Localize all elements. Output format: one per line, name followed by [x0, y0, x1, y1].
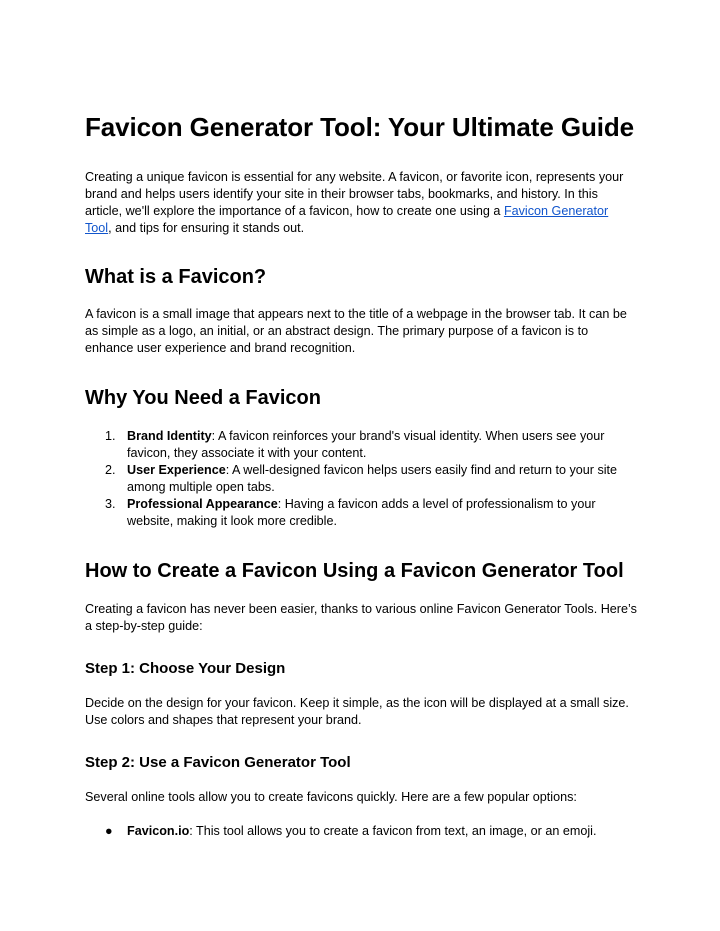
list-item-term: User Experience [127, 463, 226, 477]
how-to-create-heading: How to Create a Favicon Using a Favicon Generator Tool [85, 560, 624, 582]
list-item-text: : This tool allows you to create a favicon from text, an image, or an emoji. [189, 824, 597, 838]
favicon-generator-tool-link[interactable]: Favicon Generator Tool [85, 204, 609, 235]
list-number: 1. [105, 429, 116, 443]
list-number: 2. [105, 463, 116, 477]
what-is-favicon-heading: What is a Favicon? [85, 266, 267, 288]
intro-text-before: Creating a unique favicon is essential for any website. A favicon, or favorite icon, represents your brand and helps users identify your site in their browser tabs, bookmarks, and history. In this article, we'll explore the importance of a favicon, how to create one using a [85, 170, 624, 218]
step-1-paragraph: Decide on the design for your favicon. Keep it simple, as the icon will be displayed at a small size. Use colors and shapes that represent your brand. [85, 696, 629, 727]
document-page [85, 110, 637, 840]
list-item [85, 496, 637, 530]
step-1-heading: Step 1: Choose Your Design [85, 660, 286, 677]
list-item-text: : A favicon reinforces your brand's visual identity. When users see your favicon, they associate it with your content. [127, 429, 605, 460]
list-item-text: : A well-designed favicon helps users easily find and return to your site among multiple open tabs. [127, 463, 618, 494]
page-title: Favicon Generator Tool: Your Ultimate Guide [85, 112, 635, 142]
list-item-term: Favicon.io [127, 824, 190, 838]
intro-paragraph [85, 169, 637, 237]
list-item-term: Professional Appearance [127, 497, 278, 511]
what-is-favicon-paragraph: A favicon is a small image that appears next to the title of a webpage in the browser tab. It can be as simple as a logo, an initial, or an abstract design. The primary purpose of a favicon is to enhance user experience and brand recognition. [85, 307, 627, 355]
list-item-text: : Having a favicon adds a level of professionalism to your website, making it look more credible. [127, 497, 596, 528]
list-item [85, 462, 637, 496]
why-need-favicon-list [85, 428, 637, 530]
step-2-heading: Step 2: Use a Favicon Generator Tool [85, 754, 351, 771]
step-2-paragraph: Several online tools allow you to create favicons quickly. Here are a few popular options: [85, 790, 577, 804]
list-number: 3. [105, 497, 116, 511]
intro-text-after: , and tips for ensuring it stands out. [108, 221, 305, 235]
bullet-icon: ● [105, 824, 113, 838]
generator-tools-list [85, 823, 637, 840]
why-need-favicon-heading: Why You Need a Favicon [85, 387, 321, 409]
list-item-term: Brand Identity [127, 429, 212, 443]
how-to-create-paragraph: Creating a favicon has never been easier, thanks to various online Favicon Generator Tools. Here’s a step-by-step guide: [85, 602, 637, 633]
list-item [85, 823, 637, 840]
list-item [85, 428, 637, 462]
